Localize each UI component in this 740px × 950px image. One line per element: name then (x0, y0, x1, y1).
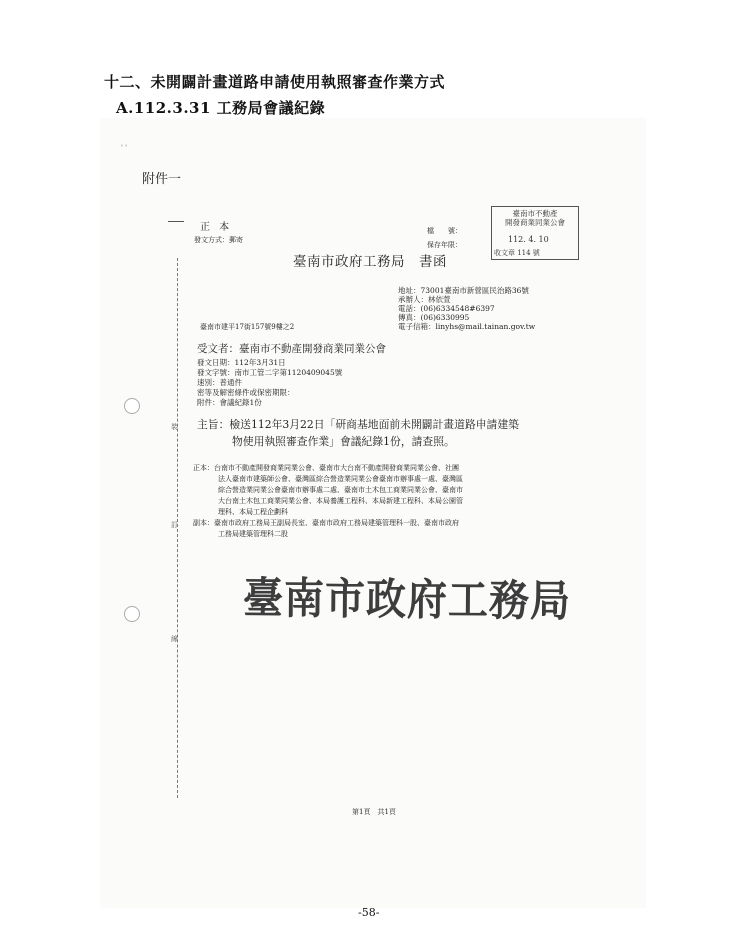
recipients-copy-1: 副本：臺南市政府工務局王副局長室、臺南市政府工務局建築管理科一股、臺南市政府 (193, 519, 459, 527)
recipients-original-4: 大台南土木包工商業同業公會、本局養護工程科、本局新建工程科、本局公園管 (218, 497, 463, 505)
contact-email: 電子信箱：linyhs@mail.tainan.gov.tw (398, 322, 536, 331)
binding-mark-line: 線 (171, 635, 178, 643)
subject-line-1: 主旨：檢送112年3月22日「研商基地面前未開闢計畫道路申請建築 (197, 418, 519, 431)
subsection-heading: A.112.3.31 工務局會議紀錄 (116, 99, 326, 117)
subject-line-2: 物使用執照審查作業」會議紀錄1份，請查照。 (232, 435, 455, 448)
punch-hole (124, 606, 140, 622)
page-number: -58- (358, 906, 380, 919)
attachment-label: 附件一 (142, 172, 182, 187)
recipients-original-5: 理科、本局工程企劃科 (218, 508, 288, 516)
receipt-number: 收文章 114 號 (494, 249, 540, 257)
contact-officer: 承辦人：林依萱 (398, 295, 451, 304)
send-method: 發文方式：郵寄 (194, 236, 243, 244)
sender-address: 臺南市建平17街157號9樓之2 (200, 323, 295, 331)
recipients-copy-2: 工務局建築管理科二股 (218, 530, 288, 538)
recipients-original-3: 綜合營造業同業公會臺南市辦事處二處、臺南市土木包工商業同業公會、臺南市 (218, 486, 463, 494)
recipients-original-2: 法人臺南市建築師公會、臺灣區綜合營造業同業公會臺南市辦事處一處、臺灣區 (218, 475, 463, 483)
attachment-info: 附件：會議紀錄1份 (197, 398, 262, 407)
issue-date: 發文日期：112年3月31日 (197, 358, 286, 367)
binding-mark-bind: 裝 (171, 423, 178, 431)
recipients-original-1: 正本：台南市不動產開發商業同業公會、臺南市大台南不動產開發商業同業公會、社團 (193, 464, 459, 472)
recipient: 受文者：臺南市不動產開發商業同業公會 (197, 343, 386, 355)
receipt-date: 112. 4. 10 (508, 235, 549, 244)
punch-hole (124, 398, 140, 414)
retention-period: 保存年限： (427, 241, 462, 249)
file-number: 檔 號： (427, 227, 462, 235)
document-number: 發文字號：南市工管二字第1120409045號 (197, 368, 343, 377)
receipt-org-line2: 開發商業同業公會 (505, 218, 565, 227)
corner-mark (168, 221, 184, 222)
agency-title: 臺南市政府工務局 書函 (293, 254, 447, 270)
contact-phone: 電話：(06)6334548#6397 (398, 304, 495, 313)
receipt-stamp (491, 206, 579, 260)
contact-fax: 傳真：(06)6330995 (398, 313, 470, 322)
receipt-org-line1: 臺南市不動產 (512, 209, 558, 218)
priority: 速別：普通件 (197, 378, 242, 387)
binding-mark-staple: 訂 (171, 521, 178, 529)
contact-address: 地址：73001臺南市新營區民治路36號 (398, 286, 529, 295)
agency-seal: 臺南市政府工務局 (242, 572, 572, 627)
section-heading: 十二、未開闢計畫道路申請使用執照審查作業方式 (104, 73, 446, 91)
page-footer: 第1頁 共1頁 (352, 808, 396, 816)
scan-marks: ' ' (121, 144, 128, 152)
confidentiality: 密等及解密條件或保密期限： (197, 388, 295, 397)
scanned-letter (100, 118, 646, 908)
original-copy-label: 正 本 (200, 222, 233, 233)
